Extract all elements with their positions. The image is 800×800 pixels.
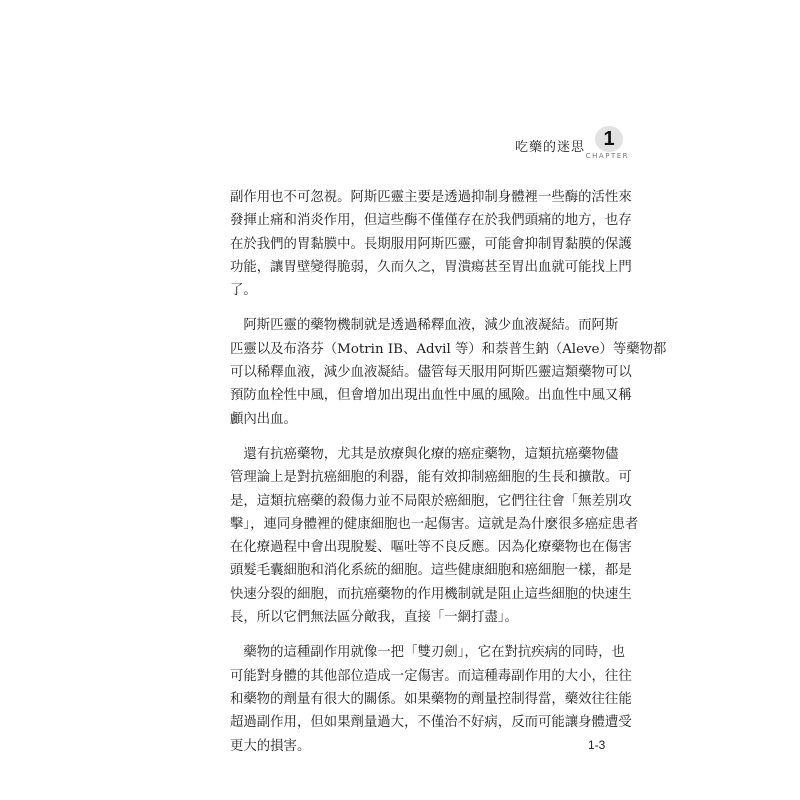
text-line: 擊」，連同身體裡的健康細胞也一起傷害。這就是為什麼很多癌症患者 bbox=[230, 516, 639, 532]
text-line: 更大的損害。 bbox=[230, 738, 311, 754]
paragraph-3 bbox=[230, 443, 639, 629]
text-line: 功能，讓胃壁變得脆弱，久而久之，胃潰瘍甚至胃出血就可能找上門 bbox=[230, 259, 632, 275]
text-line: 藥物的這種副作用就像一把「雙刃劍」，它在對抗疾病的同時，也 bbox=[230, 645, 626, 661]
text-line: 管理論上是對抗癌細胞的利器，能有效抑制癌細胞的生長和擴散。可 bbox=[230, 470, 632, 486]
text-line: 在於我們的胃黏膜中。長期服用阿斯匹靈，可能會抑制胃黏膜的保護 bbox=[230, 236, 632, 252]
paragraph-1 bbox=[230, 186, 632, 302]
text-line: 還有抗癌藥物，尤其是放療與化療的癌症藥物，這類抗癌藥物儘 bbox=[230, 446, 619, 462]
text-line: 了。 bbox=[230, 283, 257, 299]
text-line: 可以稀釋血液，減少血液凝結。儘管每天服用阿斯匹靈這類藥物可以 bbox=[230, 365, 632, 381]
text-line: 可能對身體的其他部位造成一定傷害。而這種毒副作用的大小，往往 bbox=[230, 668, 632, 684]
chapter-number-badge: 1 bbox=[595, 126, 623, 152]
chapter-label: CHAPTER bbox=[585, 152, 629, 160]
paragraph-2 bbox=[230, 314, 667, 430]
text-line: 在化療過程中會出現脫髮、嘔吐等不良反應。因為化療藥物也在傷害 bbox=[230, 540, 632, 556]
text-line: 長，所以它們無法區分敵我，直接「一網打盡」。 bbox=[230, 610, 518, 626]
text-line: 匹靈以及布洛芬（Motrin IB、Advil 等）和萘普生鈉（Aleve）等藥物都 bbox=[230, 341, 667, 357]
text-line: 顱內出血。 bbox=[230, 411, 297, 427]
text-line: 預防血栓性中風，但會增加出現出血性中風的風險。出血性中風又稱 bbox=[230, 388, 632, 404]
text-line: 發揮止痛和消炎作用，但這些酶不僅僅存在於我們頭痛的地方，也存 bbox=[230, 213, 632, 229]
text-line: 頭髮毛囊細胞和消化系統的細胞。這些健康細胞和癌細胞一樣，都是 bbox=[230, 563, 632, 579]
chapter-header bbox=[469, 126, 629, 176]
text-line: 副作用也不可忽視。阿斯匹靈主要是透過抑制身體裡一些酶的活性來 bbox=[230, 190, 632, 205]
chapter-title: 吃藥的迷思 bbox=[514, 140, 585, 155]
text-line: 快速分裂的細胞，而抗癌藥物的作用機制就是阻止這些細胞的快速生 bbox=[230, 586, 632, 602]
page-number: 1-3 bbox=[588, 738, 606, 752]
text-line: 阿斯匹靈的藥物機制就是透過稀釋血液，減少血液凝結。而阿斯 bbox=[230, 318, 619, 334]
text-line: 超過副作用，但如果劑量過大，不僅治不好病，反而可能讓身體遭受 bbox=[230, 715, 632, 731]
text-line: 是，這類抗癌藥的殺傷力並不局限於癌細胞，它們往往會「無差別攻 bbox=[230, 493, 632, 509]
text-line: 和藥物的劑量有很大的關係。如果藥物的劑量控制得當，藥效往往能 bbox=[230, 691, 632, 707]
